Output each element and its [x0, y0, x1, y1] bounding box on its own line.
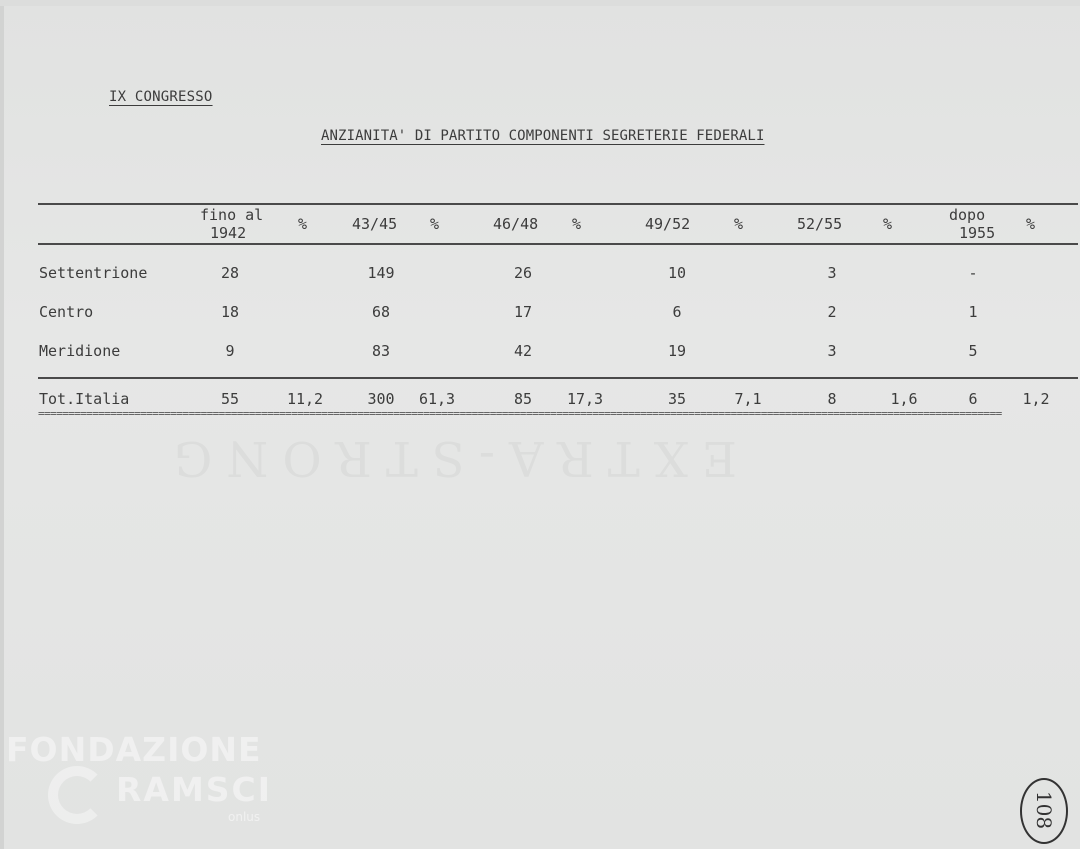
scan-edge-left	[0, 0, 4, 849]
logo-line-1: FONDAZIONE	[6, 730, 262, 769]
total-cell: 7,1	[734, 390, 762, 408]
column-header-line-2: 1942	[210, 224, 247, 242]
total-cell: 61,3	[418, 390, 456, 408]
total-cell: 11,2	[286, 390, 324, 408]
table-cell: 42	[513, 342, 533, 360]
scan-edge-top	[0, 0, 1080, 6]
table-cell: 26	[513, 264, 533, 282]
total-cell: 8	[827, 390, 837, 408]
table-cell: 6	[672, 303, 682, 321]
table-cell: 83	[371, 342, 391, 360]
table-cell: 1	[968, 303, 978, 321]
column-header	[430, 215, 439, 233]
column-header-line-1: dopo	[949, 206, 986, 224]
table-cell: 2	[827, 303, 837, 321]
column-header-line-1: %	[298, 215, 308, 233]
column-header-line-1: %	[734, 215, 744, 233]
table-top-rule	[38, 203, 1078, 205]
table-cell: 68	[371, 303, 391, 321]
congress-heading: IX CONGRESSO	[109, 89, 213, 105]
logo-line-3: onlus	[228, 810, 261, 824]
column-header	[949, 206, 995, 242]
fondazione-gramsci-logo	[6, 730, 276, 830]
column-header-line-1: 49/52	[645, 215, 691, 233]
table-cell: 17	[513, 303, 533, 321]
total-cell: 85	[513, 390, 533, 408]
column-header-line-1: 52/55	[797, 215, 843, 233]
total-cell: 35	[667, 390, 687, 408]
column-header-line-1: 46/48	[493, 215, 539, 233]
column-header-line-1: %	[883, 215, 893, 233]
row-label: Meridione	[39, 342, 121, 360]
column-header	[645, 215, 690, 233]
total-cell: 17,3	[566, 390, 604, 408]
column-header	[883, 215, 892, 233]
total-top-rule	[38, 377, 1078, 379]
column-header	[797, 215, 842, 233]
logo-g-mark	[48, 766, 106, 824]
column-header	[352, 215, 397, 233]
bleed-through-text: EXTRA-STRONG	[160, 430, 737, 486]
column-header-line-1: %	[430, 215, 440, 233]
table-cell: 18	[220, 303, 240, 321]
double-rule: ================================================================================================================================================================	[38, 410, 1002, 417]
page-number-stamp	[1020, 778, 1066, 842]
stamp-number: 108	[1032, 790, 1056, 830]
total-cell: 1,2	[1022, 390, 1050, 408]
column-header-line-1: fino al	[200, 206, 264, 224]
total-cell: 300	[367, 390, 395, 408]
table-cell: 3	[827, 342, 837, 360]
column-header	[734, 215, 743, 233]
column-header	[200, 206, 263, 242]
column-header	[493, 215, 538, 233]
total-label: Tot.Italia	[39, 390, 130, 408]
row-label: Centro	[39, 303, 94, 321]
column-header-line-1: 43/45	[352, 215, 398, 233]
column-header-line-1: %	[572, 215, 582, 233]
column-header-line-1: %	[1026, 215, 1036, 233]
total-cell: 55	[220, 390, 240, 408]
table-cell: 28	[220, 264, 240, 282]
table-cell: 19	[667, 342, 687, 360]
column-header	[572, 215, 581, 233]
table-cell: 5	[968, 342, 978, 360]
header-bottom-rule	[38, 243, 1078, 245]
table-cell: 3	[827, 264, 837, 282]
column-header	[298, 215, 307, 233]
logo-line-2: RAMSCI	[116, 770, 273, 809]
column-header-line-2: 1955	[959, 224, 996, 242]
total-cell: 6	[968, 390, 978, 408]
table-cell: 9	[225, 342, 235, 360]
document-title: ANZIANITA' DI PARTITO COMPONENTI SEGRETERIE FEDERALI	[321, 128, 765, 144]
total-cell: 1,6	[890, 390, 918, 408]
table-cell: 10	[667, 264, 687, 282]
table-cell: 149	[367, 264, 395, 282]
row-label: Settentrione	[39, 264, 148, 282]
column-header	[1026, 215, 1035, 233]
table-cell: -	[968, 264, 978, 282]
